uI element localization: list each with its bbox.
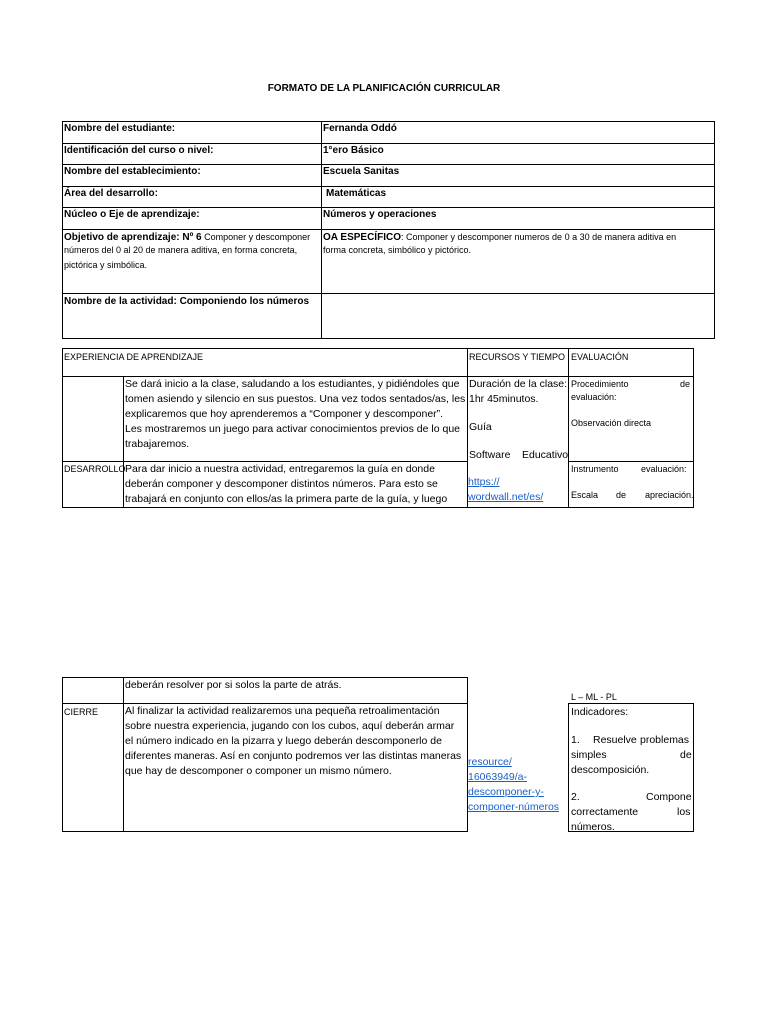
indicator-1-b: Resuelve bbox=[593, 734, 637, 746]
eval-scale-c: apreciación. bbox=[645, 490, 694, 500]
inicio-line: explicaremos que hoy aprenderemos a “Componer y descomponer”. bbox=[125, 408, 444, 420]
course-value: 1°ero Básico bbox=[323, 145, 384, 156]
indicator-1-f: descomposición. bbox=[571, 764, 650, 776]
eval-proc-1a: Procedimiento bbox=[571, 379, 629, 389]
eval-observation: Observación directa bbox=[571, 418, 652, 428]
objective-label: Objetivo de aprendizaje: Nº 6 bbox=[64, 232, 202, 243]
header-resources: RECURSOS Y TIEMPO bbox=[469, 352, 566, 362]
course-label: Identificación del curso o nivel: bbox=[64, 145, 214, 156]
objective-text-1: Componer y descomponer bbox=[201, 232, 311, 242]
header-experience: EXPERIENCIA DE APRENDIZAJE bbox=[64, 352, 204, 362]
indicator-2-e: números. bbox=[571, 821, 615, 833]
core-value: Números y operaciones bbox=[323, 209, 437, 220]
student-value: Fernanda Oddó bbox=[323, 123, 397, 134]
eval-instrument-b: evaluación: bbox=[641, 464, 687, 474]
resources-software-1: Software bbox=[469, 449, 511, 461]
cierre-line: Al finalizar la actividad realizaremos una pequeña retroalimentación bbox=[125, 705, 440, 717]
inicio-line: trabajaremos. bbox=[125, 438, 190, 450]
cierre-line: diferentes maneras. Así en conjunto podremos ver las distintas maneras bbox=[125, 750, 462, 762]
indicators-label: Indicadores: bbox=[571, 706, 629, 718]
resources-software-2: Educativo bbox=[522, 449, 569, 461]
cierre-label: CIERRE bbox=[64, 707, 99, 717]
resource-link-2[interactable]: wordwall.net/es/ bbox=[468, 491, 544, 503]
link-line[interactable]: descomponer-y- bbox=[468, 786, 544, 798]
oa-label: OA ESPECÍFICO bbox=[323, 232, 401, 243]
eval-scale-a: Escala bbox=[571, 490, 599, 500]
oa-text-2: forma concreta, simbólico y pictórico. bbox=[323, 245, 472, 255]
desarrollo-line: Para dar inicio a nuestra actividad, entregaremos la guía en donde bbox=[125, 463, 435, 475]
eval-scale-b: de bbox=[616, 490, 627, 500]
indicator-2-c: correctamente bbox=[571, 806, 639, 818]
resources-duration-2: 1hr 45minutos. bbox=[469, 393, 539, 405]
school-value: Escuela Sanitas bbox=[323, 166, 400, 177]
indicator-1-a: 1. bbox=[571, 734, 580, 746]
activity-label: Nombre de la actividad: Componiendo los números bbox=[64, 296, 310, 307]
cierre-line: sobre nuestra experiencia, jugando con los cubos, aquí deberán armar bbox=[125, 720, 455, 732]
resources-guide: Guía bbox=[469, 421, 492, 433]
indicator-2-b: Compone bbox=[646, 791, 692, 803]
indicator-2-d: los bbox=[677, 806, 691, 818]
cierre-line: que hay de descomponer o componer un mismo número. bbox=[125, 765, 392, 777]
area-label: Área del desarrollo: bbox=[64, 188, 158, 199]
desarrollo-label: DESARROLLO bbox=[64, 464, 126, 474]
resource-link-continued[interactable] bbox=[468, 755, 559, 815]
inicio-text bbox=[125, 377, 467, 452]
oa-cell bbox=[323, 231, 676, 244]
indicator-2-a: 2. bbox=[571, 791, 580, 803]
objective-text-3: pictórica y simbólica. bbox=[64, 260, 148, 270]
student-label: Nombre del estudiante: bbox=[64, 123, 176, 134]
desarrollo-text bbox=[125, 462, 465, 507]
link-line[interactable]: resource/ bbox=[468, 756, 512, 768]
eval-instrument-a: Instrumento bbox=[571, 464, 619, 474]
link-line[interactable]: 16063949/a- bbox=[468, 771, 527, 783]
cierre-text bbox=[125, 704, 467, 779]
oa-text-1: : Componer y descomponer numeros de 0 a 30 de manera aditiva en bbox=[400, 232, 677, 242]
school-label: Nombre del establecimiento: bbox=[64, 166, 201, 177]
inicio-line: Se dará inicio a la clase, saludando a los estudiantes, y pidiéndoles que bbox=[125, 378, 460, 390]
desarrollo-line: trabajará en conjunto con ellos/as la primera parte de la guía, y luego bbox=[125, 493, 448, 505]
inicio-line: Les mostraremos un juego para activar conocimientos previos de lo que bbox=[125, 423, 461, 435]
continuation-text: deberán resolver por si solos la parte de atrás. bbox=[125, 679, 342, 691]
indicator-1-e: de bbox=[680, 749, 692, 761]
eval-proc-2: evaluación: bbox=[571, 392, 617, 402]
resource-link-1[interactable]: https:// bbox=[468, 476, 500, 488]
header-evaluation: EVALUACIÓN bbox=[571, 352, 629, 362]
objective-cell bbox=[64, 231, 320, 244]
cierre-line: el número indicado en la pizarra y luego deberán descomponerlo de bbox=[125, 735, 442, 747]
inicio-line: tomen asiendo y silencio en sus puestos. Una vez todos sentados/as, les bbox=[125, 393, 466, 405]
area-value: Matemáticas bbox=[326, 188, 387, 199]
page-title: FORMATO DE LA PLANIFICACIÓN CURRICULAR bbox=[267, 83, 501, 94]
link-line[interactable]: componer-números bbox=[468, 801, 560, 813]
objective-text-2: números del 0 al 20 de manera aditiva, en forma concreta, bbox=[64, 245, 298, 255]
scale-levels: L – ML - PL bbox=[571, 692, 617, 702]
core-label: Núcleo o Eje de aprendizaje: bbox=[64, 209, 200, 220]
desarrollo-line: deberán componer y descomponer distintos números. Para esto se bbox=[125, 478, 438, 490]
eval-proc-1b: de bbox=[680, 379, 691, 389]
indicator-1-c: problemas bbox=[640, 734, 690, 746]
resources-duration-1: Duración de la clase: bbox=[469, 378, 568, 390]
indicator-1-d: simples bbox=[571, 749, 607, 761]
